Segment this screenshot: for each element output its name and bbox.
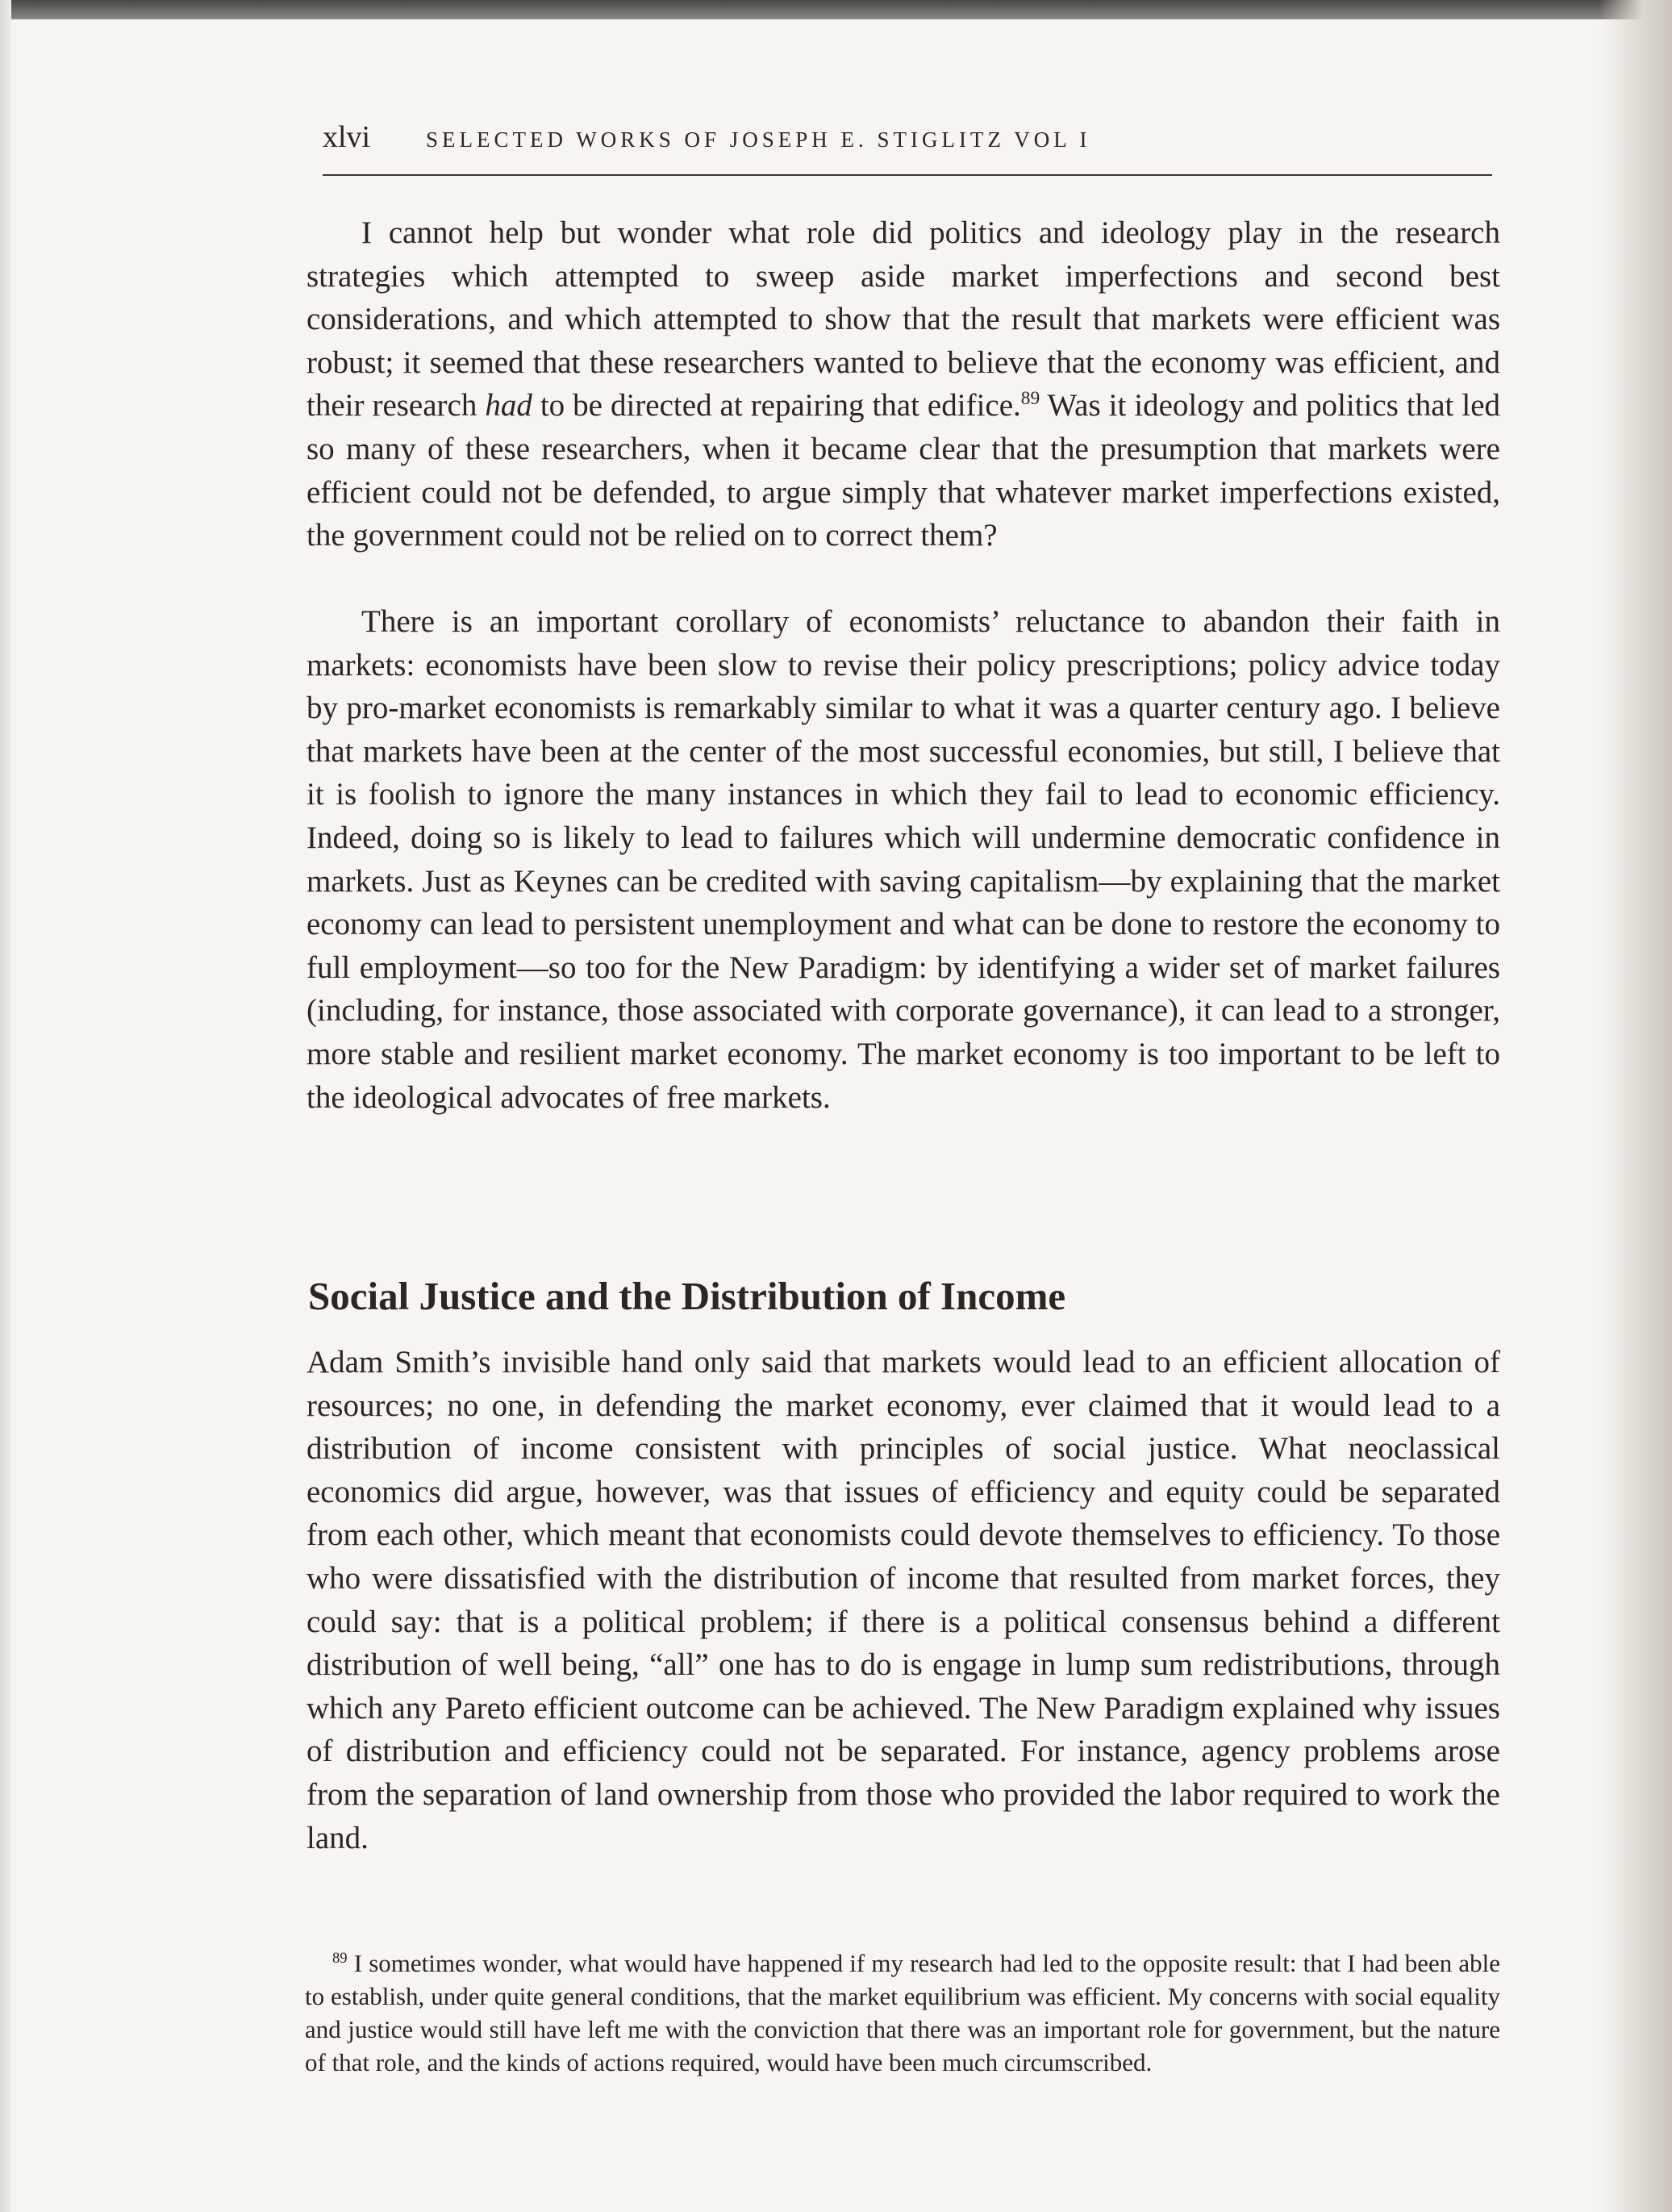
emphasis-text: had bbox=[485, 388, 532, 424]
paragraph-text: I cannot help but wonder what role did politics and ideology play in the research strategies which attempted to sweep aside market imperfections and second best considerations, and which attempted to show that the result that markets were efficient was robust; it seemed that these researchers wanted to believe that the economy was efficient, and their research bbox=[306, 215, 1500, 424]
header-rule bbox=[323, 174, 1492, 176]
page-gutter-shadow bbox=[1599, 0, 1672, 2212]
footnote-number: 89 bbox=[332, 1949, 348, 1967]
page-top-edge bbox=[0, 0, 1672, 19]
page-number: xlvi bbox=[323, 120, 371, 154]
running-title: SELECTED WORKS OF JOSEPH E. STIGLITZ VOL I bbox=[426, 127, 1091, 152]
paragraph-politics-ideology bbox=[306, 211, 1500, 557]
page-header bbox=[323, 119, 1492, 169]
section-heading: Social Justice and the Distribution of Income bbox=[308, 1274, 1066, 1318]
paragraph-text: Was it ideology and politics that led so many of these researchers, when it became clear that the presumption that markets were efficient could not be defended, to argue simply that whatever market imperfections existed, the government could not be relied on to correct them? bbox=[306, 388, 1501, 553]
paragraph-text: to be directed at repairing that edifice. bbox=[532, 388, 1021, 424]
page-left-edge bbox=[0, 0, 11, 2212]
footnote bbox=[305, 1947, 1500, 2079]
footnote-reference: 89 bbox=[1020, 388, 1040, 410]
paragraph-adam-smith: Adam Smith’s invisible hand only said that markets would lead to an efficient allocation of resources; no one, in defending the market economy, ever claimed that it would lead to a distribution of income consistent with principles of social justice. What neoclassical economics did argue, however, was that issues of efficiency and equity could be separated from each other, which meant that economists could devote themselves to efficiency. To those who were dissatisfied with the distribution of income that resulted from market forces, they could say: that is a political problem; if there is a political consensus behind a different distribution of well being, “all” one has to do is engage in lump sum redistributions, through which any Pareto efficient outcome can be achieved. The New Paradigm explained why issues of distribution and efficiency could not be separated. For instance, agency problems arose from the separation of land ownership from those who provided the labor required to work the land. bbox=[306, 1345, 1500, 1855]
footnote-text: I sometimes wonder, what would have happened if my research had led to the opposite result: that I had been able to establish, under quite general conditions, that the market equilibrium was efficient. My concerns with social equality and justice would still have left me with the conviction that there was an important role for government, but the nature of that role, and the kinds of actions required, would have been much circumscribed. bbox=[305, 1949, 1500, 2076]
paragraph-corollary: There is an important corollary of economists’ reluctance to abandon their faith in markets: economists have been slow to revise their policy prescriptions; policy advice today by pro-market economists is remarkably similar to what it was a quarter century ago. I believe that markets have been at the center of the most successful economies, but still, I believe that it is foolish to ignore the many instances in which they fail to lead to economic efficiency. Indeed, doing so is likely to lead to failures which will undermine democratic confidence in markets. Just as Keynes can be credited with saving capitalism—by explaining that the market economy can lead to persistent unemployment and what can be done to restore the economy to full employment—so too for the New Paradigm: by identifying a wider set of market failures (including, for instance, those associated with corporate governance), it can lead to a stronger, more stable and resilient market economy. The market economy is too important to be left to the ideological advocates of free markets. bbox=[306, 604, 1500, 1115]
